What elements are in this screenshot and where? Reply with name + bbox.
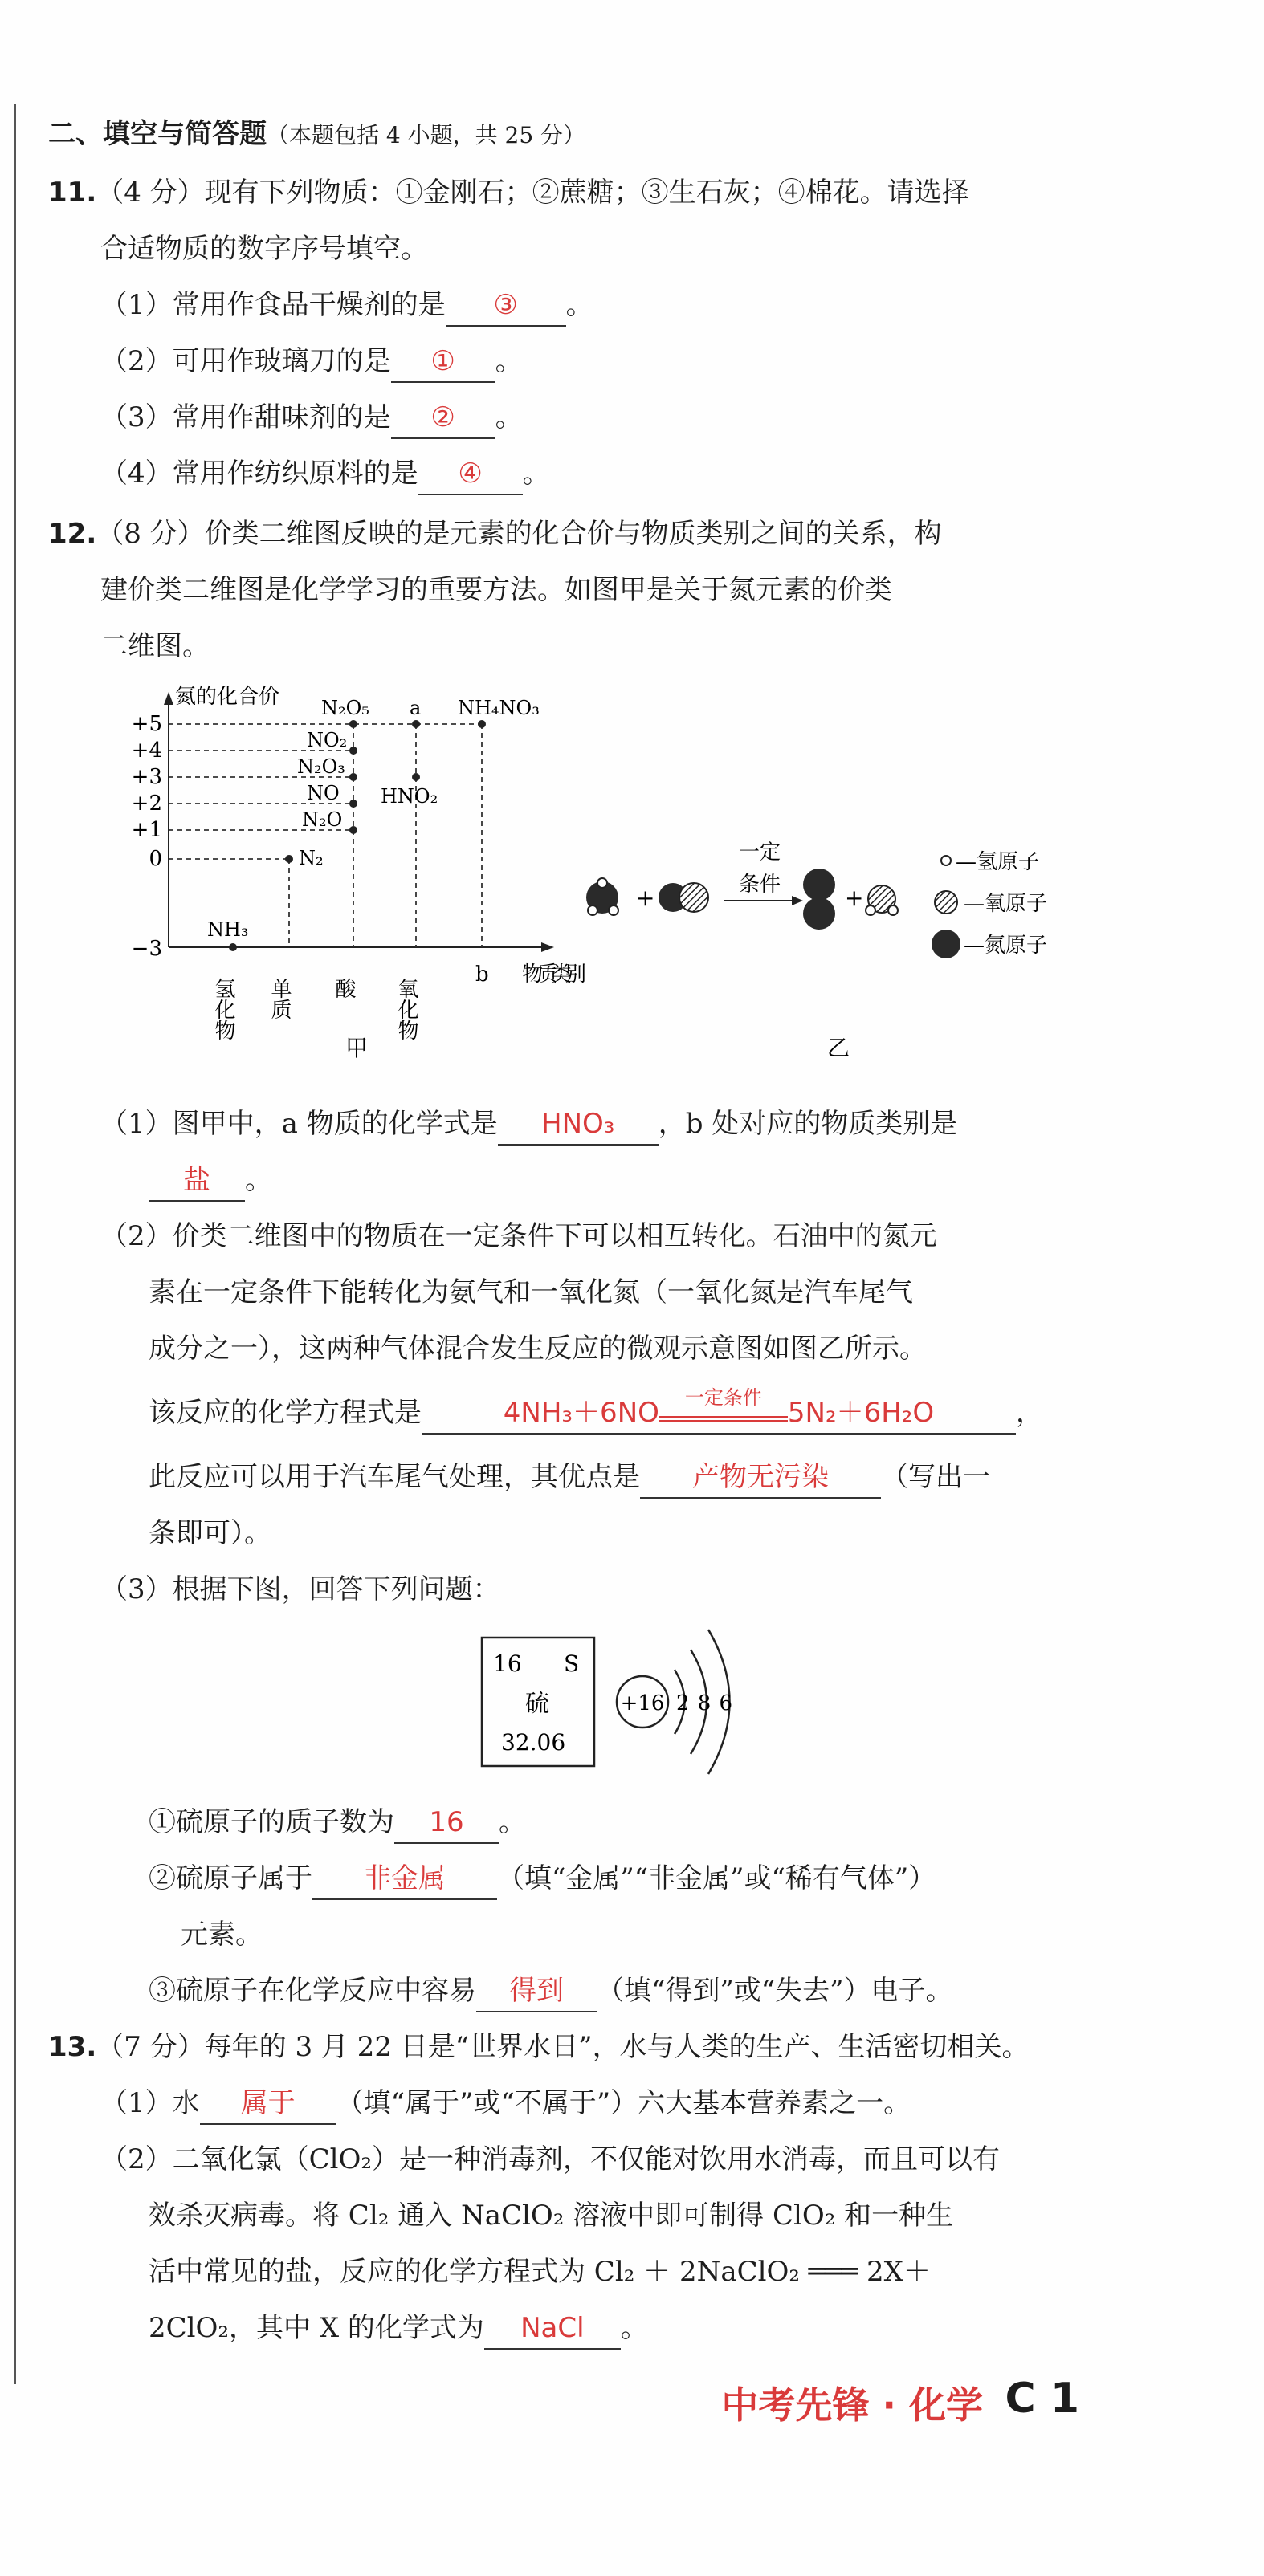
q12-p2-l5-end: （写出一 [881, 1461, 990, 1493]
element-name: 硫 [525, 1690, 549, 1718]
q12-p1-answer-b[interactable]: 盐 [149, 1160, 245, 1202]
atomic-mass: 32.06 [501, 1729, 566, 1756]
q12-stem1 [48, 514, 942, 554]
q11-part3-end: 。 [495, 401, 523, 433]
q12-part1-line2 [149, 1160, 272, 1202]
no-molecule [659, 883, 708, 912]
point-no2 [349, 747, 357, 755]
q12-p1-end: 。 [245, 1164, 272, 1196]
ytick-plus3: +3 [131, 765, 162, 789]
xcat-oxide: 氧化物 [394, 978, 418, 1040]
legend-hydrogen: —氢原子 [956, 850, 1040, 874]
label-a: a [410, 697, 422, 719]
ytick-plus1: +1 [131, 818, 162, 842]
q12-p2-l1: （2）价类二维图中的物质在一定条件下可以相互转化。石油中的氮元 [100, 1220, 937, 1252]
q12-number: 12. [48, 518, 97, 550]
plus-2: + [845, 885, 864, 911]
q13-p2-end: 。 [620, 2312, 648, 2344]
section-heading [48, 114, 585, 156]
margin-rule [14, 104, 16, 2384]
q13-p2-l3: 活中常见的盐，反应的化学方程式为 Cl₂ ＋ 2NaClO₂ ═══ 2X＋ [149, 2256, 931, 2288]
q12-p2-l5 [149, 1457, 990, 1499]
ytick-minus3: −3 [131, 937, 162, 961]
point-n2o3 [349, 773, 357, 781]
point-nh3 [229, 943, 237, 951]
q12-stem2: 建价类二维图是化学学习的重要方法。如图甲是关于氮元素的价类 [100, 574, 892, 606]
q12-p3-a [149, 1802, 526, 1844]
element-symbol: S [564, 1650, 580, 1677]
ytick-plus2: +2 [131, 792, 162, 816]
q12-p1-text-a: （1）图甲中，a 物质的化学式是 [100, 1108, 498, 1140]
q11-part4-text: （4）常用作纺织原料的是 [100, 458, 418, 490]
condition-bottom: 条件 [739, 873, 781, 897]
electron-shells: 2 8 6 [676, 1691, 732, 1715]
label-no2: NO₂ [307, 729, 348, 751]
q12-p2-l2: 素在一定条件下能转化为氨气和一氧化氮（一氧化氮是汽车尾气 [149, 1276, 913, 1308]
label-n2o: N₂O [302, 808, 343, 831]
q12-p3-b-answer[interactable]: 非金属 [312, 1858, 497, 1900]
q11-stem2: 合适物质的数字序号填空。 [100, 233, 428, 265]
q11-part2 [100, 341, 523, 383]
nh3-molecule [586, 878, 618, 915]
q12-p3-b-text: ②硫原子属于 [149, 1862, 312, 1894]
label-n2o3: N₂O₃ [297, 755, 345, 778]
point-a [412, 720, 420, 728]
ytick-plus4: +4 [131, 739, 162, 763]
section-title: 二、填空与简答题 [48, 118, 267, 150]
xcat-acid: 酸 [332, 978, 356, 999]
q11-part4-answer[interactable]: ④ [418, 454, 523, 495]
ytick-plus5: +5 [131, 712, 162, 736]
ytick-zero: 0 [149, 847, 162, 871]
x-axis-arrow [541, 942, 554, 952]
label-no: NO [307, 782, 340, 804]
q12-p3-c-text: ③硫原子在化学反应中容易 [149, 1975, 476, 2007]
figure-yi-caption: 乙 [827, 1035, 850, 1061]
label-nh3: NH₃ [207, 918, 249, 941]
q11-part1-text: （1）常用作食品干燥剂的是 [100, 289, 446, 321]
footer-brand: 中考先锋 · 化学 [721, 2383, 983, 2427]
equation-left: 4NH₃＋6NO [503, 1397, 659, 1429]
q12-p3-b [149, 1858, 936, 1900]
q12-p3-c [149, 1971, 953, 2012]
xcat-b: b [475, 962, 489, 987]
h2o-molecule [866, 885, 898, 915]
q13-stem [48, 2027, 1030, 2067]
q11-stem-text: （4 分）现有下列物质：①金刚石；②蔗糖；③生石灰；④棉花。请选择 [96, 177, 969, 209]
section-note: （本题包括 4 小题，共 25 分） [267, 122, 586, 149]
atomic-number: 16 [493, 1650, 522, 1677]
q12-p3-a-text: ①硫原子的质子数为 [149, 1806, 394, 1838]
q12-p2-l4-text: 该反应的化学方程式是 [149, 1397, 422, 1429]
q12-p2-l3: 成分之一），这两种气体混合发生反应的微观示意图如图乙所示。 [149, 1333, 927, 1365]
q11-part3-text: （3）常用作甜味剂的是 [100, 401, 391, 433]
q12-stem1-text: （8 分）价类二维图反映的是元素的化合价与物质类别之间的关系，构 [96, 518, 942, 550]
figure-jia [120, 682, 602, 1068]
q12-p1-text-b: ，b 处对应的物质类别是 [658, 1108, 958, 1140]
q13-p2-l1: （2）二氧化氯（ClO₂）是一种消毒剂，不仅能对饮用水消毒，而且可以有 [100, 2143, 1001, 2175]
q12-p3-c-answer[interactable]: 得到 [476, 1971, 597, 2012]
q11-part4-end: 。 [522, 458, 550, 490]
q11-part1-end: 。 [565, 289, 593, 321]
q11-part1-answer[interactable]: ③ [446, 285, 566, 327]
plus-1: + [636, 885, 655, 911]
q13-p1-answer[interactable]: 属于 [200, 2083, 336, 2125]
q12-part1 [100, 1104, 957, 1146]
y-axis-arrow [164, 692, 173, 705]
point-nh4no3 [478, 720, 486, 728]
q12-p3-b-end: （填“金属”“非金属”或“稀有气体”） [497, 1862, 936, 1894]
q12-p1-answer-a[interactable]: HNO₃ [498, 1104, 659, 1146]
label-n2: N₂ [299, 847, 324, 869]
label-n2o5: N₂O₅ [321, 697, 369, 719]
legend-nitrogen-icon [932, 930, 960, 958]
reaction-arrow-head [792, 896, 803, 905]
q13-p2-l4 [149, 2308, 648, 2350]
legend-oxygen-icon [935, 891, 957, 914]
q12-p2-l4-end: ， [1016, 1397, 1043, 1429]
q12-p3-b2: 元素。 [181, 1919, 263, 1951]
q13-p2-l4-text: 2ClO₂，其中 X 的化学式为 [149, 2312, 484, 2344]
legend-nitrogen: —氮原子 [964, 934, 1048, 958]
q13-p1-text: （1）水 [100, 2087, 200, 2119]
page-number: C 1 [1005, 2375, 1079, 2423]
label-hno2: HNO₂ [381, 785, 438, 808]
q11-part4 [100, 454, 550, 495]
legend-oxygen: —氧原子 [964, 892, 1048, 916]
q12-p3-l1: （3）根据下图，回答下列问题： [100, 1573, 500, 1605]
nuclear-charge: +16 [620, 1691, 665, 1715]
q11-part2-text: （2）可用作玻璃刀的是 [100, 345, 391, 377]
q13-p2-answer[interactable]: NaCl [484, 2308, 621, 2350]
point-n2 [285, 855, 293, 863]
q12-stem3: 二维图。 [100, 630, 210, 662]
x-axis-label: 物质类别 [522, 962, 586, 987]
equation-arrow [659, 1386, 788, 1422]
point-n2o [349, 826, 357, 834]
equation-right: 5N₂＋6H₂O [787, 1397, 935, 1429]
n2-molecule [803, 869, 835, 930]
figure-jia-caption: 甲 [345, 1035, 369, 1061]
q13-part1 [100, 2083, 911, 2125]
q11-stem [48, 173, 969, 213]
q11-part2-end: 。 [495, 345, 523, 377]
q12-p2-l4 [149, 1386, 1043, 1435]
equation-condition: 一定条件 [684, 1386, 762, 1409]
q13-p2-l2: 效杀灭病毒。将 Cl₂ 通入 NaClO₂ 溶液中即可制得 ClO₂ 和一种生 [149, 2200, 954, 2232]
q11-number: 11. [48, 177, 97, 209]
q12-p3-c-end: （填“得到”或“失去”）电子。 [597, 1975, 953, 2007]
q13-p1-end: （填“属于”或“不属于”）六大基本营养素之一。 [336, 2087, 911, 2119]
condition-top: 一定 [739, 840, 781, 865]
q13-number: 13. [48, 2031, 97, 2063]
sulfur-figure [474, 1622, 763, 1790]
q12-p2-l6: 条即可）。 [149, 1517, 271, 1549]
label-nh4no3: NH₄NO₃ [458, 697, 540, 719]
q12-p3-a-end: 。 [499, 1806, 526, 1838]
q12-p2-equation[interactable] [422, 1386, 1016, 1435]
q11-part2-answer[interactable]: ① [391, 341, 495, 383]
legend-hydrogen-icon [941, 856, 951, 865]
xcat-element: 单质 [267, 978, 292, 1019]
y-axis-label: 氮的化合价 [175, 685, 280, 709]
q13-stem-text: （7 分）每年的 3 月 22 日是“世界水日”，水与人类的生产、生活密切相关。 [96, 2031, 1030, 2063]
q12-p2-answer[interactable]: 产物无污染 [640, 1457, 881, 1499]
q12-p3-a-answer[interactable]: 16 [394, 1802, 499, 1844]
point-hno2 [412, 773, 420, 781]
q12-p2-l5-text: 此反应可以用于汽车尾气处理，其优点是 [149, 1461, 640, 1493]
point-n2o5 [349, 720, 357, 728]
q11-part1 [100, 285, 593, 327]
figure-yi [586, 827, 1084, 1068]
xcat-hydride: 氢化物 [211, 978, 235, 1040]
point-no [349, 800, 357, 808]
q11-part3-answer[interactable]: ② [391, 397, 495, 439]
q11-part3 [100, 397, 523, 439]
